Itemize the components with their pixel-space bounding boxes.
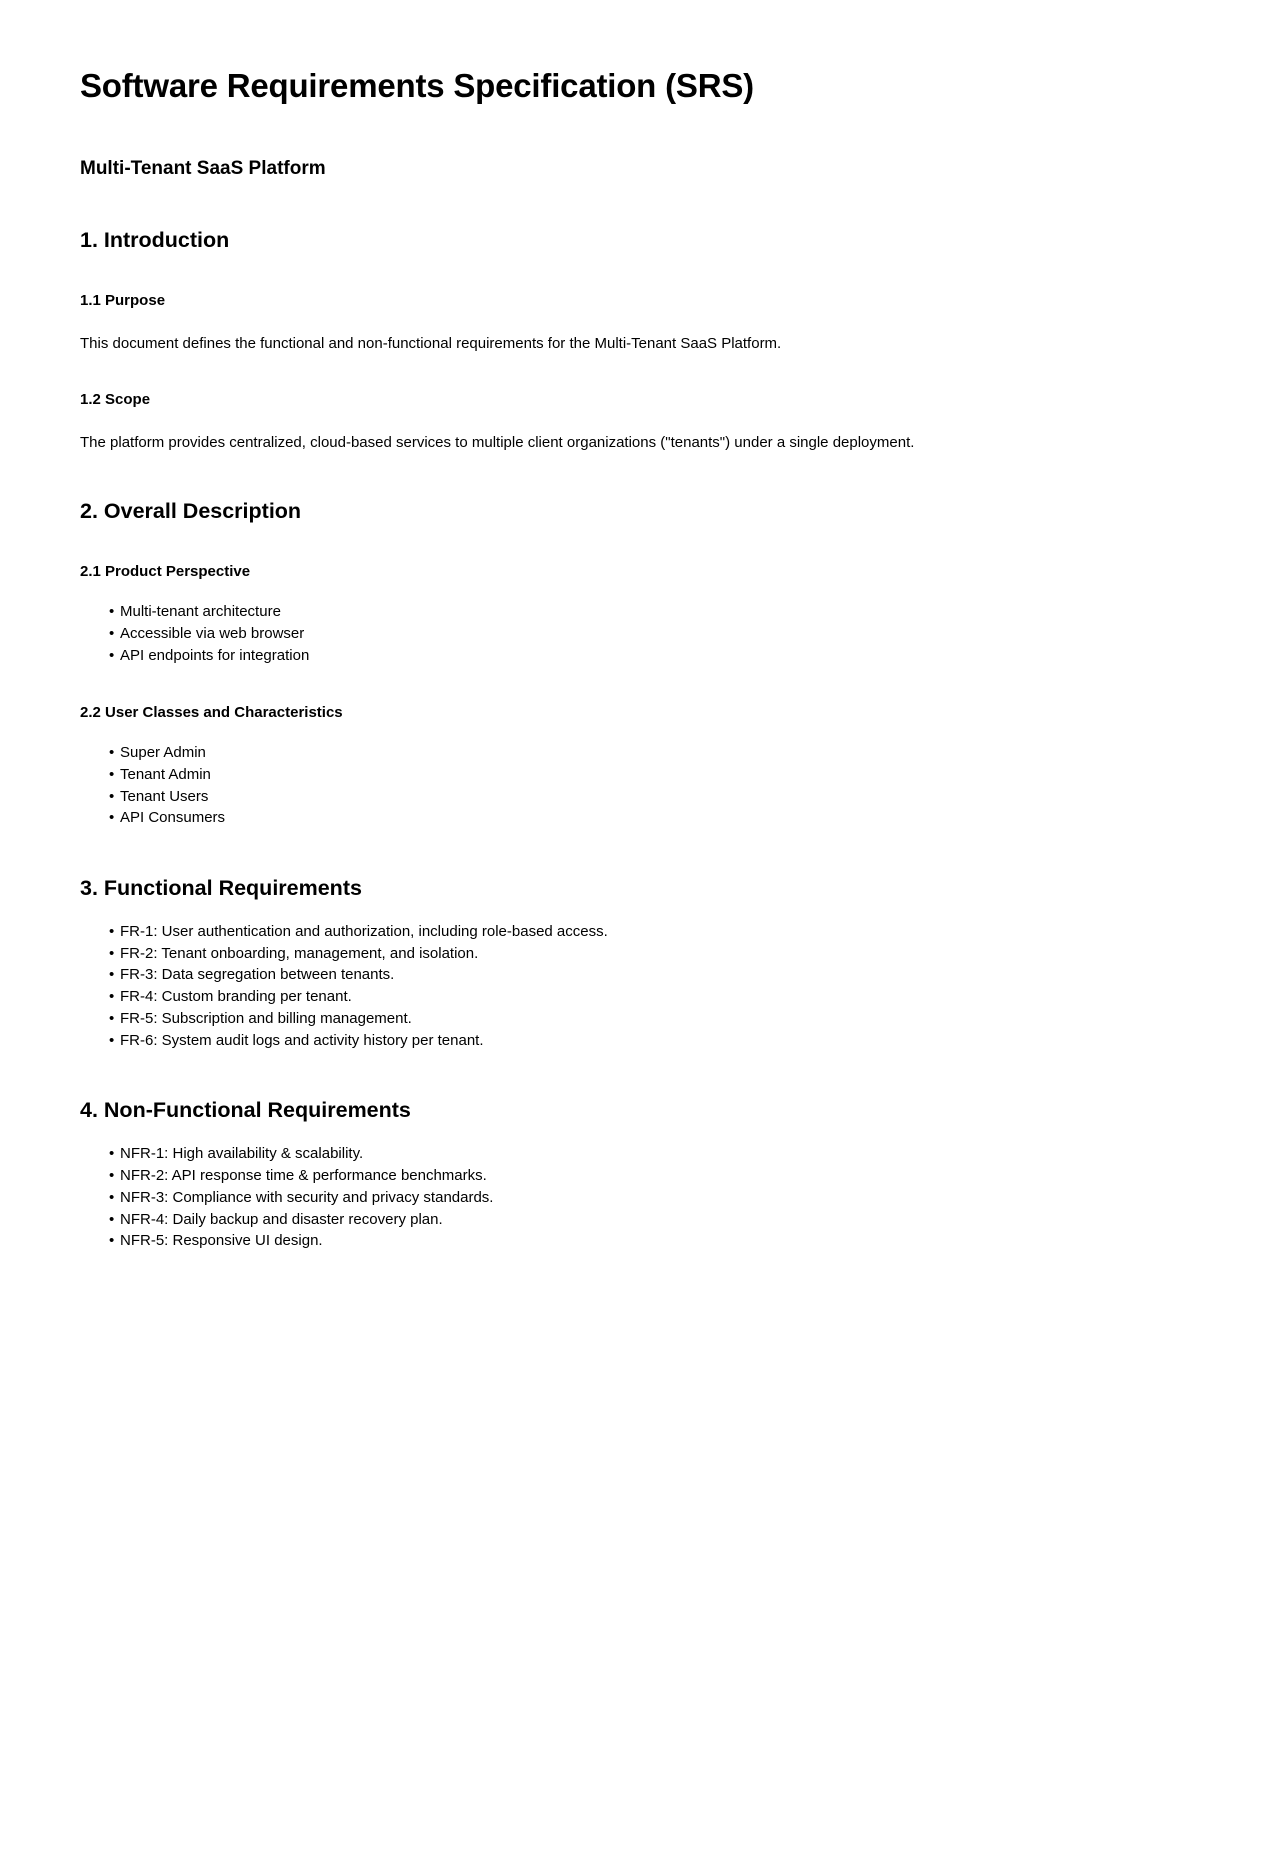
list-item: • FR-5: Subscription and billing management. (80, 1008, 1183, 1030)
list-non-functional-requirements (80, 1143, 1183, 1252)
section-heading-non-functional-requirements: 4. Non-Functional Requirements (80, 1098, 411, 1123)
section-functional-requirements (80, 875, 1183, 1051)
section-heading-functional-requirements: 3. Functional Requirements (80, 876, 362, 900)
list-item: • Tenant Admin (80, 764, 1183, 786)
paragraph-purpose: This document defines the functional and non-functional requirements for the Multi-Tenant SaaS Platform. (80, 334, 782, 352)
section-overall-description (80, 498, 1183, 829)
section-introduction (80, 227, 1183, 452)
subsection-heading-product-perspective: 2.1 Product Perspective (80, 563, 251, 581)
list-item: • FR-3: Data segregation between tenants. (80, 964, 1183, 986)
list-item: • Multi-tenant architecture (80, 601, 1183, 623)
subsection-heading-purpose: 1.1 Purpose (80, 291, 166, 309)
list-item: • Super Admin (80, 742, 1183, 764)
list-functional-requirements (80, 921, 1183, 1052)
section-non-functional-requirements (80, 1097, 1183, 1252)
list-item: • FR-4: Custom branding per tenant. (80, 986, 1183, 1008)
list-item: • FR-1: User authentication and authorization, including role-based access. (80, 921, 1183, 943)
subsection-heading-user-classes: 2.2 User Classes and Characteristics (80, 704, 343, 722)
list-item: • NFR-2: API response time & performance benchmarks. (80, 1165, 1183, 1187)
section-heading-introduction: 1. Introduction (80, 228, 230, 252)
section-heading-overall-description: 2. Overall Description (80, 499, 302, 524)
paragraph-scope: The platform provides centralized, cloud-based services to multiple client organizations ("tenants") under a single deployment. (80, 433, 915, 451)
list-item: • FR-2: Tenant onboarding, management, and isolation. (80, 943, 1183, 965)
list-item: • NFR-5: Responsive UI design. (80, 1230, 1183, 1252)
list-item: • API endpoints for integration (80, 645, 1183, 667)
list-item: • API Consumers (80, 807, 1183, 829)
page-title: Software Requirements Specification (SRS) (80, 67, 754, 104)
list-user-classes (80, 742, 1183, 829)
list-item: • NFR-3: Compliance with security and privacy standards. (80, 1187, 1183, 1209)
list-product-perspective (80, 601, 1183, 666)
list-item: • Tenant Users (80, 786, 1183, 808)
list-item: • Accessible via web browser (80, 623, 1183, 645)
list-item: • NFR-4: Daily backup and disaster recovery plan. (80, 1209, 1183, 1231)
list-item: • NFR-1: High availability & scalability. (80, 1143, 1183, 1165)
subsection-heading-scope: 1.2 Scope (80, 391, 151, 409)
document-subtitle: Multi-Tenant SaaS Platform (80, 158, 326, 180)
list-item: • FR-6: System audit logs and activity history per tenant. (80, 1030, 1183, 1052)
